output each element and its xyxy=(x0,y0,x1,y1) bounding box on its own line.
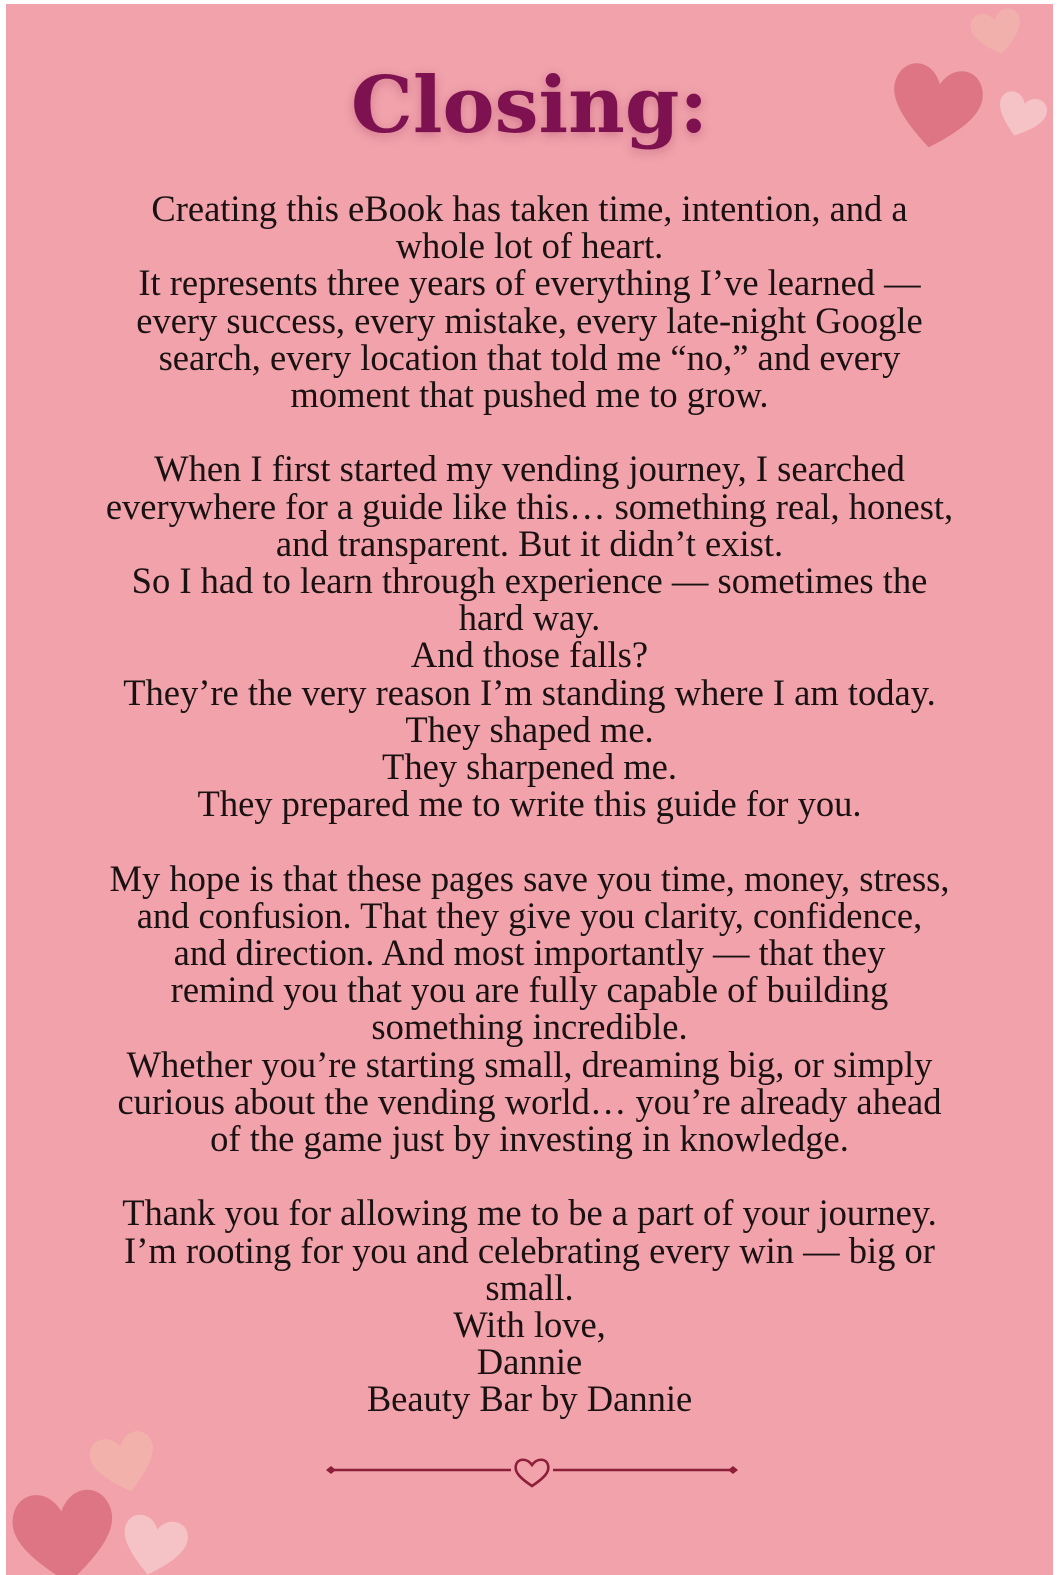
page-title: Closing: xyxy=(350,60,709,151)
text-line: and confusion. That they give you clarity, confidence, xyxy=(136,894,923,936)
text-line: They’re the very reason I’m standing where I am today. xyxy=(123,671,936,713)
paragraph xyxy=(26,188,1033,416)
text-line: and transparent. But it didn’t exist. xyxy=(275,522,784,564)
heart-outline-icon xyxy=(516,1460,549,1486)
text-line: And those falls? xyxy=(410,634,649,676)
text-line: Whether you’re starting small, dreaming big, or simply xyxy=(126,1043,933,1085)
signature-name: Dannie xyxy=(476,1341,583,1383)
text-line: Thank you for allowing me to be a part of your journey. xyxy=(122,1192,937,1234)
text-line: hard way. xyxy=(458,597,601,639)
closing-letter xyxy=(26,190,1033,1418)
text-line: Creating this eBook has taken time, intention, and a xyxy=(151,188,908,229)
text-line: They prepared me to write this guide for you. xyxy=(197,783,862,825)
paragraph xyxy=(26,1192,1033,1420)
text-line: My hope is that these pages save you time, money, stress, xyxy=(109,857,950,899)
text-line: whole lot of heart. xyxy=(395,225,664,267)
text-line: When I first started my vending journey, I searched xyxy=(154,448,905,490)
heart-icon xyxy=(968,4,1026,60)
text-line: So I had to learn through experience — sometimes the xyxy=(131,560,928,602)
text-line: moment that pushed me to grow. xyxy=(290,374,769,416)
paragraph xyxy=(26,448,1033,825)
text-line: They shaped me. xyxy=(405,708,654,750)
text-line: It represents three years of everything I’ve learned — xyxy=(138,262,921,304)
heart-divider xyxy=(324,1454,740,1494)
text-line: and direction. And most importantly — that they xyxy=(173,932,886,974)
text-line: I’m rooting for you and celebrating every win — big or xyxy=(124,1229,935,1271)
divider-end-left xyxy=(326,1466,336,1474)
text-line: They sharpened me. xyxy=(382,746,677,788)
signature-brand: Beauty Bar by Dannie xyxy=(366,1378,693,1420)
text-line: small. xyxy=(485,1266,574,1308)
page xyxy=(6,4,1053,1575)
sign-off: With love, xyxy=(453,1304,606,1346)
text-line: of the game just by investing in knowledge. xyxy=(210,1118,849,1160)
paragraph xyxy=(26,857,1033,1160)
heart-icon xyxy=(6,1480,128,1575)
text-line: remind you that you are fully capable of building xyxy=(170,969,889,1011)
text-line: something incredible. xyxy=(371,1006,688,1048)
text-line: every success, every mistake, every late-night Google xyxy=(136,299,923,341)
divider-end-right xyxy=(728,1466,738,1474)
text-line: search, every location that told me “no,” and every xyxy=(158,336,901,378)
text-line: curious about the vending world… you’re already ahead xyxy=(117,1080,942,1122)
text-line: everywhere for a guide like this… something real, honest, xyxy=(105,485,954,527)
